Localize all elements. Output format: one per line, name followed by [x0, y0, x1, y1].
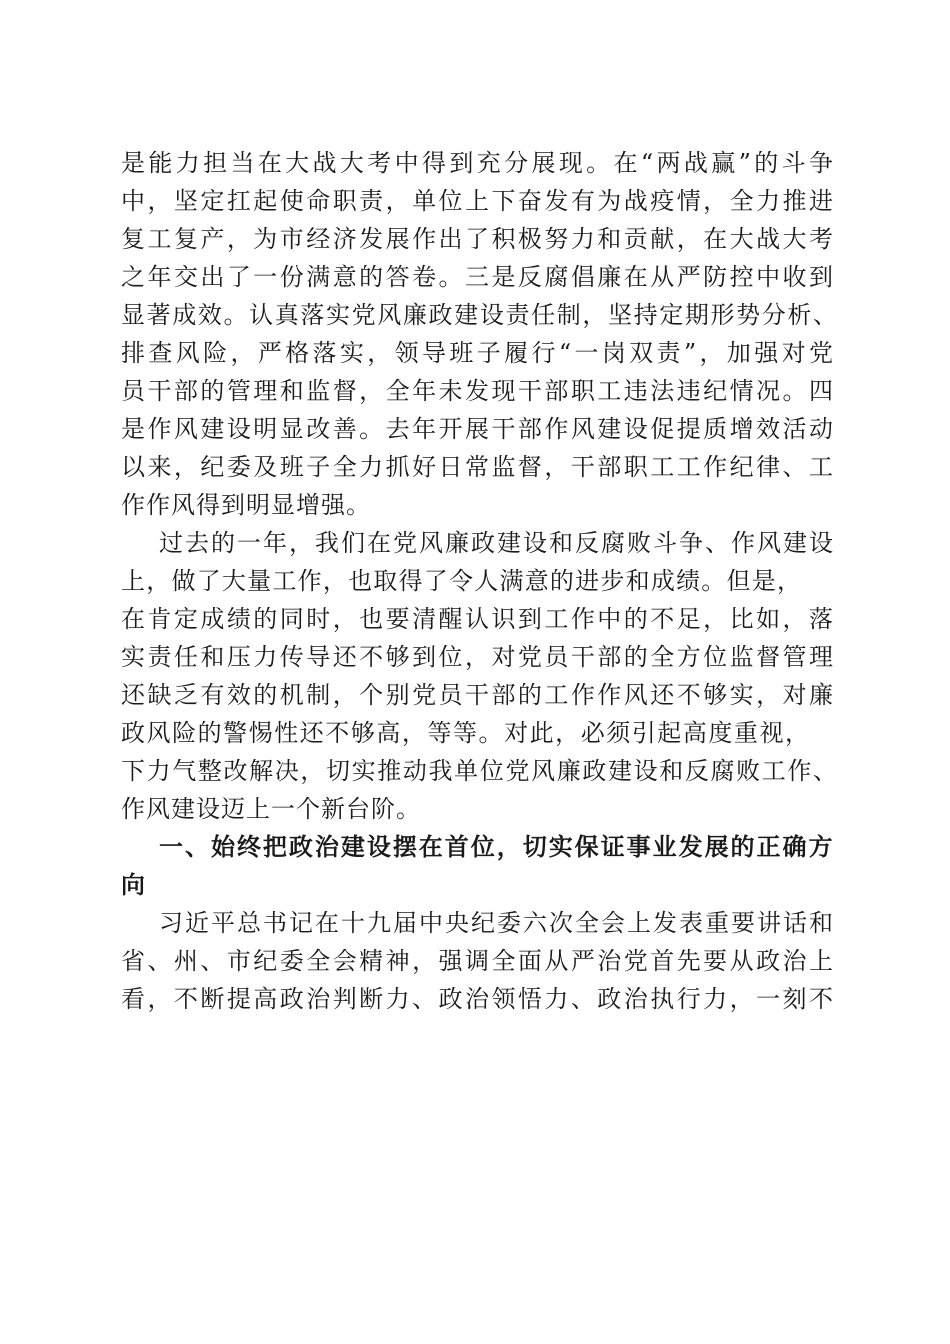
text-line: 是能力担当在大战大考中得到充分展现。在“两战赢”的斗争 [121, 149, 833, 177]
text-line: 省、州、市纪委全会精神，强调全面从严治党首先要从政治上 [121, 947, 833, 975]
text-line: 过去的一年，我们在党风廉政建设和反腐败斗争、作风建设 [159, 529, 833, 557]
paragraph-3 [121, 904, 833, 1018]
heading-line: 一、始终把政治建设摆在首位，切实保证事业发展的正确方 [159, 833, 833, 861]
text-line: 中，坚定扛起使命职责，单位上下奋发有为战疫情，全力推进 [121, 187, 833, 215]
paragraph-1 [121, 144, 837, 524]
text-line: 看，不断提高政治判断力、政治领悟力、政治执行力，一刻不 [121, 985, 833, 1013]
text-line: 下力气整改解决，切实推动我单位党风廉政建设和反腐败工作、 [121, 757, 837, 785]
paragraph-2 [121, 524, 837, 828]
document-body [121, 144, 837, 1018]
text-line: 实责任和压力传导还不够到位，对党员干部的全方位监督管理 [121, 643, 833, 671]
text-line: 上，做了大量工作，也取得了令人满意的进步和成绩。但是， [121, 567, 801, 595]
text-line: 还缺乏有效的机制，个别党员干部的工作作风还不够实，对廉 [121, 681, 833, 709]
text-line: 复工复产，为市经济发展作出了积极努力和贡献，在大战大考 [121, 225, 833, 253]
text-line: 以来，纪委及班子全力抓好日常监督，干部职工工作纪律、工 [121, 453, 833, 481]
text-line: 在肯定成绩的同时，也要清醒认识到工作中的不足，比如，落 [121, 605, 833, 633]
section-heading-1 [121, 828, 833, 904]
text-line: 显著成效。认真落实党风廉政建设责任制，坚持定期形势分析、 [121, 301, 837, 329]
heading-line: 向 [121, 871, 146, 899]
text-line: 员干部的管理和监督，全年未发现干部职工违法违纪情况。四 [121, 377, 833, 405]
text-line: 作作风得到明显增强。 [121, 491, 371, 519]
text-line: 政风险的警惕性还不够高，等等。对此，必须引起高度重视， [121, 719, 809, 747]
text-line: 之年交出了一份满意的答卷。三是反腐倡廉在从严防控中收到 [121, 263, 833, 291]
text-line: 作风建设迈上一个新台阶。 [121, 795, 421, 823]
text-line: 习近平总书记在十九届中央纪委六次全会上发表重要讲话和 [159, 909, 833, 937]
text-line: 是作风建设明显改善。去年开展干部作风建设促提质增效活动 [121, 415, 833, 443]
text-line: 排查风险，严格落实，领导班子履行“一岗双责”，加强对党 [121, 339, 833, 367]
